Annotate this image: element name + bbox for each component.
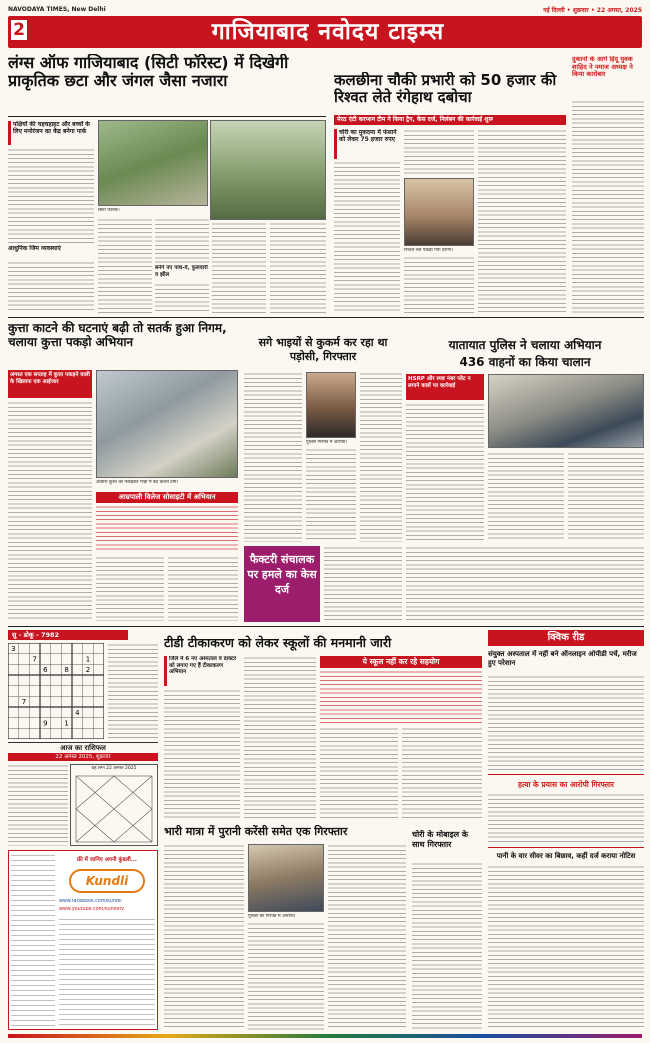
rashifal-col1 [8, 764, 68, 846]
tb-headline: टीडी टीकाकरण को लेकर स्कूलों की मनमानी जारी [164, 635, 392, 650]
page-number: 2 [11, 20, 27, 40]
traffic-headline: यातायात पुलिस ने चलाया अभियान [448, 338, 602, 352]
society-body [96, 505, 238, 553]
ad-brand-logo: Kundli [69, 869, 145, 893]
tb-body-col4 [402, 727, 482, 819]
brothers-headline: सगे भाइयों से कुकर्म कर रहा था पड़ोसी, गिरफ्तार [258, 336, 388, 363]
traffic-headline-line2: 436 वाहनों का किया चालान [459, 355, 591, 369]
traffic-body-col3 [568, 452, 644, 541]
traffic-body-col1 [406, 403, 484, 541]
quick-read-item-body [488, 793, 644, 843]
factory-highlight-box: फैक्टरी संचालक पर हमले का केस दर्ज [244, 546, 320, 622]
city-forest-photo [98, 120, 208, 206]
divider [8, 626, 644, 627]
horoscope-chart [70, 764, 158, 846]
masthead-title: गाजियाबाद नवोदय टाइम्स [211, 19, 445, 45]
photo-caption: पुलिस गिरफ्त में आरोपी। [306, 440, 348, 445]
horoscope-diagram [75, 775, 153, 843]
bribe-body-col3 [478, 129, 566, 313]
mobile-body [412, 862, 482, 1030]
lead-body-col4 [212, 222, 266, 313]
publication-name: NAVODAYA TIMES, New Delhi [8, 6, 106, 13]
photo-caption: सिटी फॉरेस्ट। [98, 208, 120, 213]
quick-read-banner: क्विक रीड [488, 630, 644, 646]
currency-body-col2 [248, 922, 324, 1030]
top-strip [8, 6, 642, 14]
horoscope-chart-label: ग्रह लग्न 22 अगस्त 2025 [91, 766, 137, 771]
traffic-check-photo [488, 374, 644, 448]
quick-read-item-headline: हत्या के प्रयास का आरोपी गिरफ्तार [517, 780, 615, 789]
right-top-headline: दुकानों के आगे हिंदू युवक शाहिद ने नमाज अध्यक्ष ने किया कारोबार [572, 56, 633, 79]
brothers-body-col2 [306, 448, 356, 542]
ad-body-text [59, 917, 155, 1027]
divider [488, 774, 644, 775]
sudoku-cell: 3 [11, 644, 16, 653]
traffic-body-bottom [406, 546, 644, 622]
dogs-body-col1b [8, 515, 92, 621]
photo-caption: रिश्वत लेते पकड़ा गया दरोगा। [404, 248, 454, 253]
lead-body-col3b [155, 283, 209, 313]
dogs-headline: कुत्ता काटने की घटनाएं बढ़ी तो सतर्क हुआ निगम, चलाया कुत्ता पकड़ो अभियान [8, 321, 227, 349]
ad-facebook-link[interactable]: www.facebook.com/kundli [59, 899, 122, 904]
currency-body-col1 [164, 844, 244, 1030]
accused-photo [306, 372, 356, 438]
lead-body-col1b [8, 261, 94, 313]
date-line: नई दिल्ली • शुक्रवार • 22 अगस्त, 2025 [543, 7, 642, 14]
dog-catcher-van-photo [96, 370, 238, 478]
brothers-body-col1 [244, 372, 302, 542]
right-top-body [572, 100, 644, 313]
lead-headline: लंग्स ऑफ गाजियाबाद (सिटी फॉरेस्ट) में दिखेगी प्राकृतिक छटा और जंगल जैसा नजारा [8, 54, 289, 91]
sudoku-cell: 8 [64, 666, 69, 675]
sudoku-cell: 7 [21, 698, 27, 707]
tb-school-list [320, 670, 482, 724]
footer-colour-strip [8, 1034, 642, 1038]
divider [8, 317, 644, 318]
dogs-subheading: अगस्त एक सप्ताह में कुत्ता पकड़ने वाली के खिलाफ एक आईजार [8, 370, 92, 398]
tb-body-col3 [320, 727, 398, 819]
ad-tagline: फ्री में जानिए अपनी कुंडली... [76, 857, 138, 863]
bribe-subheading: चोरी का मुकदमा में फंसाने को लेकर 75 हजार रुपए [334, 129, 400, 159]
sudoku-cell: 9 [43, 719, 48, 728]
quick-read-item-body [488, 675, 644, 771]
quick-read-item-headline: संयुक्त अस्पताल में नहीं बने ऑनलाइन ओपीडी पर्चे, मरीज हुए परेशान [488, 650, 637, 667]
rashifal-date: 22 अगस्त 2025, शुक्रवार [8, 753, 158, 761]
lead-body-col3 [155, 218, 209, 263]
masthead-banner [8, 16, 642, 48]
sudoku-rules [108, 643, 158, 739]
tb-subheading: जिले में 6 नए अस्पताल व डाक्टर को लगाए गए हैं टीकाकरण अभियान [164, 656, 240, 686]
lead-body-col5 [270, 222, 326, 313]
bribe-strap: मेरठ एंटी करप्शन टीम ने किया ट्रैप, केस दर्ज, निलंबन की कार्रवाई शुरू [334, 115, 566, 125]
tb-banner: ये स्कूल नहीं कर रहे सहयोग [320, 656, 482, 668]
bribe-body-col2 [404, 129, 474, 175]
sudoku-title: सु - डोकू - 7982 [8, 630, 128, 640]
lead-subheading: पक्षियों की चहचहाहट और बच्चों के लिए मनोरंजन का केंद्र बनेगा पार्क [8, 121, 94, 145]
ad-youtube-link[interactable]: www.youtube.com/kundlitv [59, 907, 125, 912]
forest-path-photo [210, 120, 326, 220]
brothers-body-col3 [360, 372, 402, 542]
sudoku-grid [8, 643, 104, 739]
lead-subheading: बनेंगे नए पाथ-वे, फुलवारी व झील [155, 265, 208, 278]
photo-caption: आवारा कुत्तों को पकड़कर गाड़ी में बंद करती टीम। [96, 480, 179, 485]
sudoku-cell: 1 [85, 655, 91, 664]
sudoku-cell: 2 [85, 666, 91, 675]
lead-body-col1 [8, 148, 94, 243]
lead-body-col2 [98, 218, 152, 313]
traffic-body-col2 [488, 452, 564, 541]
society-banner: आम्रपाली विलेज सोसाइटी में अभियान [96, 492, 238, 503]
ad-sidebar-text [11, 853, 55, 1029]
bribe-body-col2b [404, 256, 474, 313]
photo-caption: पुलिस की गिरफ्त में आरोपी। [248, 914, 296, 919]
quick-read-item-headline: पानी के वार सीवर का बिछाव, कहीं दर्ज कराया नोटिस [496, 852, 636, 860]
tb-body-col1 [164, 689, 240, 819]
tb-body-col2 [244, 656, 316, 819]
dogs-body-col1 [8, 401, 92, 513]
lead-subheading: आधुनिक जिम व्यवस्थाएं [8, 245, 61, 252]
currency-body-col3 [328, 844, 406, 1030]
sudoku-cell: 1 [64, 719, 69, 728]
divider [488, 847, 644, 848]
sudoku-cell: 6 [43, 666, 48, 675]
traffic-subheading: HSRP और स्पष्ट नंबर प्लेट न लगाने वालों पर कार्रवाई [406, 374, 484, 400]
sudoku-cell: 4 [75, 708, 80, 717]
kundli-ad[interactable] [8, 850, 158, 1030]
divider [8, 116, 326, 117]
dogs-body-col3 [168, 556, 238, 621]
sudoku-cell: 7 [32, 655, 37, 664]
quick-read-item-body [488, 865, 644, 1030]
rashifal-title: आज का राशिफल [8, 742, 158, 752]
bribe-body-col1 [334, 161, 400, 313]
officer-photo [404, 178, 474, 246]
currency-headline: भारी मात्रा में पुरानी करेंसी समेत एक गिरफ्तार [164, 825, 348, 838]
currency-accused-photo [248, 844, 324, 912]
bribe-headline: कलछीना चौकी प्रभारी को 50 हजार की रिश्वत लेते रंगेहाथ दबोचा [334, 72, 557, 107]
dogs-body-col2 [96, 556, 164, 621]
mobile-headline: चोरी के मोबाइल के साथ गिरफ्तार [412, 830, 468, 849]
factory-body [324, 546, 402, 622]
